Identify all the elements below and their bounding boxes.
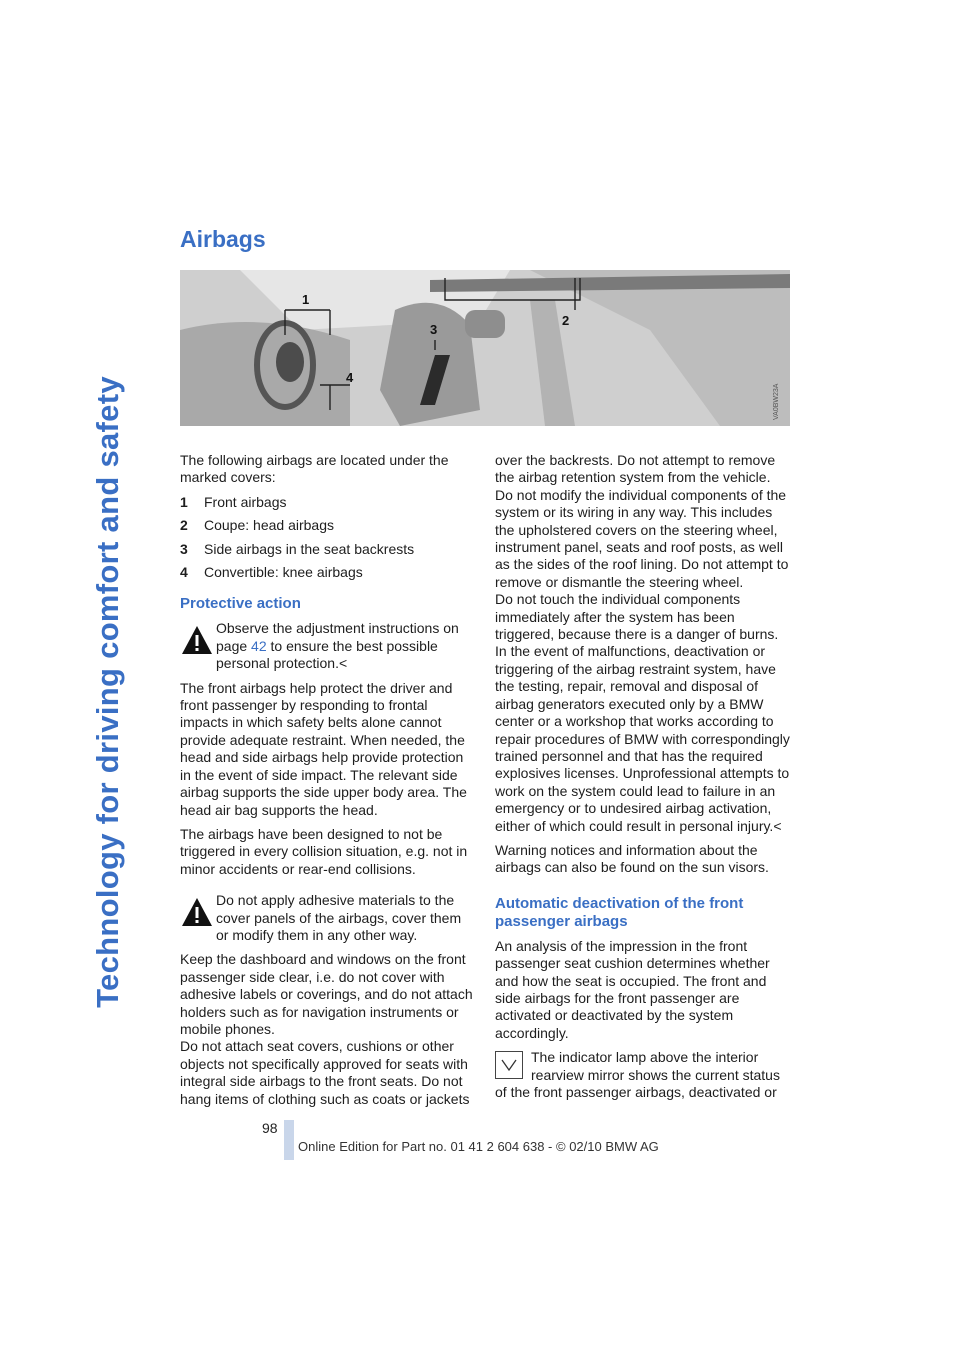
paragraph: Keep the dashboard and windows on the front passenger side clear, i.e. do not cover with adhesive labels or coverings, and do not attach holders such as for navigation instruments or mobile phones. bbox=[180, 951, 473, 1037]
paragraph: An analysis of the impression in the front passenger seat cushion determines whether and how the seat is occupied. The front and side airbags for the front passenger are activated or deactivated by the system accordingly. bbox=[495, 937, 770, 1041]
paragraph: over the backrests. Do not attempt to remove the airbag retention system from the vehicle. bbox=[495, 452, 776, 486]
chapter-side-title: Technology for driving comfort and safety bbox=[90, 376, 125, 1008]
callout-2: 2 bbox=[562, 313, 570, 328]
paragraph: Do not modify the individual components of the system or its wiring in any way. This includes the upholstered covers on the steering wheel, instrument panel, seats and roof posts, as well as the sides of the roof lining. Do not attempt to remove or dismantle the steering wheel. bbox=[495, 486, 789, 590]
paragraph: The airbags have been designed to not be triggered in every collision situation, e.g. not in minor accidents or rear-end collisions. bbox=[180, 825, 468, 877]
callout-4: 4 bbox=[346, 370, 354, 385]
section-heading-protective-action: Protective action bbox=[180, 595, 301, 613]
page-number: 98 bbox=[262, 1120, 278, 1136]
list-item: 3 Side airbags in the seat backrests bbox=[180, 540, 415, 557]
page-title: Airbags bbox=[180, 226, 266, 252]
paragraph: Do not touch the individual components immediately after the system has been triggered, because there is a danger of burns. bbox=[495, 591, 779, 643]
warning-block: Do not apply adhesive materials to the cover panels of the airbags, cover them or modify them in any other way. bbox=[180, 892, 476, 944]
list-item: 4 Convertible: knee airbags bbox=[180, 564, 363, 581]
warning-triangle-icon bbox=[180, 896, 214, 928]
page-reference-link[interactable]: 42 bbox=[251, 637, 267, 654]
left-column bbox=[180, 452, 476, 1115]
paragraph: In the event of malfunctions, deactivation or triggering of the airbag restraint system, have the testing, repair, removal and disposal of airbag generators executed only by a BMW center or a workshop that works according to repair procedures of BMW with correspondingly trained personnel and that has the required explosives licenses. Unprofessional attempts to work on the system could lead to failure in an emergency or to undesired airbag activation, either of which could result in personal injury.< bbox=[495, 643, 790, 834]
right-column bbox=[495, 452, 791, 1108]
airbag-location-figure bbox=[180, 270, 790, 426]
callout-1: 1 bbox=[302, 292, 310, 307]
section-heading-automatic-deactivation: Automatic deactivation of the front passenger airbags bbox=[495, 894, 744, 930]
footer-accent-bar bbox=[284, 1120, 294, 1160]
airbag-list bbox=[180, 494, 476, 582]
list-item: 1 Front airbags bbox=[180, 493, 287, 510]
edition-footer: Online Edition for Part no. 01 41 2 604 638 - © 02/10 BMW AG bbox=[298, 1139, 659, 1154]
paragraph: Warning notices and information about the airbags can also be found on the sun visors. bbox=[495, 841, 769, 876]
indicator-paragraph: The indicator lamp above the interior rearview mirror shows the current status of the front passenger airbags, deactivated or bbox=[495, 1049, 780, 1100]
intro-text: The following airbags are located under the marked covers: bbox=[180, 452, 449, 486]
figure-code: VA0BW23A bbox=[773, 383, 780, 420]
car-interior-illustration bbox=[180, 270, 790, 426]
callout-3: 3 bbox=[430, 322, 438, 337]
warning-block: Observe the adjustment instructions on page 42 to ensure the best possible personal protection.< bbox=[180, 620, 476, 672]
warning-triangle-icon bbox=[180, 624, 214, 656]
paragraph: Do not attach seat covers, cushions or other objects not specifically approved for seats with integral side airbags to the front seats. Do not hang items of clothing such as coats or jackets bbox=[180, 1038, 470, 1107]
paragraph: The front airbags help protect the driver and front passenger by responding to frontal impacts in which safety belts alone cannot provide adequate restraint. When needed, the head and side airbags help provide protection in the event of side impact. The relevant side airbag supports the side upper body area. The head air bag supports the head. bbox=[180, 679, 467, 818]
list-item: 2 Coupe: head airbags bbox=[180, 517, 334, 534]
indicator-lamp-icon bbox=[495, 1051, 523, 1079]
